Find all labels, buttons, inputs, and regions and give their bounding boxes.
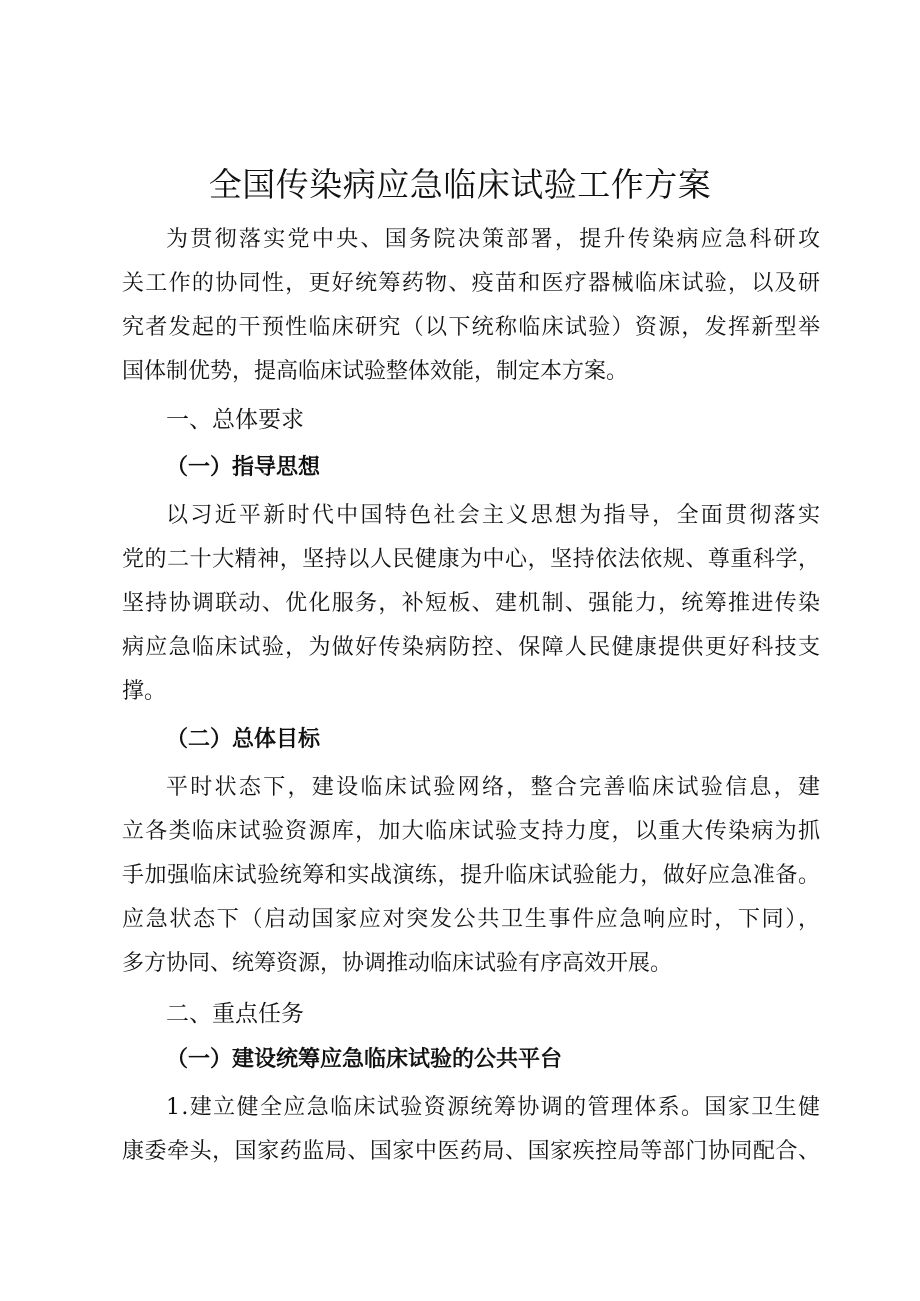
section2-sub1-heading: （一）建设统筹应急临床试验的公共平台 [166, 1047, 563, 1072]
sub1-line-3: 坚持协调联动、优化服务，补短板、建机制、强能力，统筹推进传染 [122, 591, 822, 616]
document-title: 全国传染病应急临床试验工作方案 [208, 165, 712, 204]
intro-line-2: 关工作的协同性，更好统筹药物、疫苗和医疗器械临床试验，以及研 [122, 271, 822, 296]
sub2-line-2: 立各类临床试验资源库，加大临床试验支持力度，以重大传染病为抓 [122, 819, 822, 844]
sec2-sub1-line-2: 康委牵头，国家药监局、国家中医药局、国家疾控局等部门协同配合、 [122, 1139, 821, 1164]
sub1-line-2: 党的二十大精神，坚持以人民健康为中心，坚持依法依规、尊重科学， [122, 547, 821, 572]
sub1-line-5: 撑。 [122, 679, 167, 704]
sub2-line-3: 手加强临床试验统筹和实战演练，提升临床试验能力，做好应急准备。 [122, 863, 821, 888]
intro-line-4: 国体制优势，提高临床试验整体效能，制定本方案。 [122, 359, 629, 384]
intro-line-3: 究者发起的干预性临床研究（以下统称临床试验）资源，发挥新型举 [122, 315, 822, 340]
sub2-line-4: 应急状态下（启动国家应对突发公共卫生事件应急响应时，下同）， [122, 907, 822, 932]
sub2-line-5: 多方协同、统筹资源，协调推动临床试验有序高效开展。 [122, 951, 673, 976]
sub2-line-1: 平时状态下，建设临床试验网络，整合完善临床试验信息，建 [166, 775, 823, 800]
section1-sub1-heading: （一）指导思想 [166, 455, 321, 480]
section2-heading: 二、重点任务 [166, 1001, 304, 1027]
section1-sub2-heading: （二）总体目标 [166, 727, 321, 752]
sub1-line-1: 以习近平新时代中国特色社会主义思想为指导，全面贯彻落实 [166, 503, 823, 528]
sub1-line-4: 病应急临床试验，为做好传染病防控、保障人民健康提供更好科技支 [122, 635, 822, 660]
sec2-sub1-line-1: 1.建立健全应急临床试验资源统筹协调的管理体系。国家卫生健 [166, 1095, 822, 1120]
intro-line-1: 为贯彻落实党中央、国务院决策部署，提升传染病应急科研攻 [166, 227, 823, 252]
section1-heading: 一、总体要求 [166, 407, 304, 433]
